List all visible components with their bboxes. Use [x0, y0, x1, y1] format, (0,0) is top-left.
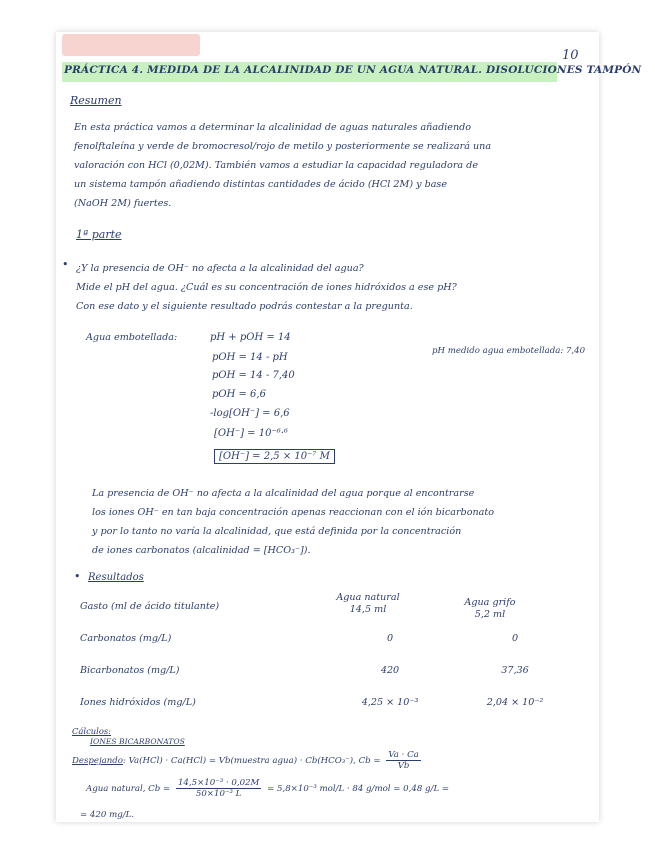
table-row: Carbonatos (mg/L) 0 0 — [80, 632, 519, 644]
col-header-natural: Agua natural 14,5 ml — [336, 592, 400, 615]
results-table — [80, 590, 570, 718]
col-header-grifo: Agua grifo 5,2 ml — [464, 597, 516, 620]
redacted-name-block — [62, 34, 200, 56]
calc-line: pOH = 14 - pH — [212, 352, 288, 363]
bullet-icon: • — [74, 570, 81, 583]
table-row: Bicarbonatos (mg/L) 420 37,36 — [80, 664, 529, 676]
calculos-subheading: IONES BICARBONATOS — [90, 737, 185, 746]
resultados-heading: Resultados — [88, 572, 144, 583]
question-line: ¿Y la presencia de OH⁻ no afecta a la alcalinidad del agua? — [76, 263, 364, 274]
calc-line: [OH⁻] = 10⁻⁶·⁶ — [214, 428, 288, 439]
table-row: Gasto (ml de ácido titulante) — [80, 600, 220, 612]
parte1-heading: 1ª parte — [76, 228, 122, 241]
answer-line: los iones OH⁻ en tan baja concentración apenas reaccionan con el ión bicarbonato — [92, 507, 495, 518]
calculos-heading: Cálculos: — [72, 726, 112, 736]
page-number: 10 — [562, 48, 579, 63]
calc-line: pOH = 14 - 7,40 — [212, 370, 295, 381]
resumen-line: En esta práctica vamos a determinar la alcalinidad de aguas naturales añadiendo — [74, 122, 472, 133]
final-result: = 420 mg/L. — [80, 810, 135, 820]
fraction: $\frac{\text{14,5×10⁻³ · 0,02M}}{\text{50×10⁻³ L}}$ — [177, 778, 260, 799]
calc-line: -log[OH⁻] = 6,6 — [210, 408, 290, 419]
answer-line: de iones carbonatos (alcalinidad = [HCO₃⁻]). — [92, 545, 311, 556]
resumen-line: (NaOH 2M) fuertes. — [74, 198, 172, 209]
table-row: Iones hidróxidos (mg/L) 4,25 × 10⁻³ 2,04 × 10⁻² — [80, 696, 544, 708]
calc-line: pH + pOH = 14 — [210, 332, 291, 343]
answer-line: y por lo tanto no varía la alcalinidad, que está definida por la concentración — [92, 526, 462, 537]
agua-natural-line: Agua natural, Cb = $\frac{\text{14,5×10⁻³ · 0,02M}}{\text{50×10⁻³ L}}$ = 5,8×10⁻³ mol/L · 84 g/mol = 0,48 g/L = — [86, 778, 450, 799]
question-line: Con ese dato y el siguiente resultado podrás contestar a la pregunta. — [76, 301, 413, 312]
resumen-heading: Resumen — [70, 94, 122, 107]
calc-line: pOH = 6,6 — [212, 389, 266, 400]
resumen-line: fenolftaleína y verde de bromocresol/rojo de metilo y posteriormente se realizará una — [74, 141, 492, 152]
page-title: PRÁCTICA 4. MEDIDA DE LA ALCALINIDAD DE UN AGUA NATURAL. DISOLUCIONES TAMPÓN — [64, 64, 642, 76]
calc-label: Agua embotellada: — [86, 332, 178, 343]
resumen-line: valoración con HCl (0,02M). También vamos a estudiar la capacidad reguladora de — [74, 160, 478, 171]
calc-result-box: [OH⁻] = 2,5 × 10⁻⁷ M — [214, 449, 335, 464]
fraction: $\frac{Va \cdot Ca}{Vb}$ — [388, 750, 419, 771]
despejando-line: Despejando: Va(HCl) · Ca(HCl) = Vb(muestra agua) · Cb(HCO₃⁻), Cb = $\frac{Va \cdot Ca}{Vb}$ — [72, 750, 419, 771]
answer-line: La presencia de OH⁻ no afecta a la alcalinidad del agua porque al encontrarse — [92, 488, 475, 499]
ph-side-note: pH medido agua embotellada: 7,40 — [432, 346, 586, 356]
bullet-icon: • — [62, 258, 69, 271]
resumen-line: un sistema tampón añadiendo distintas cantidades de ácido (HCl 2M) y base — [74, 179, 448, 190]
question-line: Mide el pH del agua. ¿Cuál es su concentración de iones hidróxidos a ese pH? — [76, 282, 457, 293]
